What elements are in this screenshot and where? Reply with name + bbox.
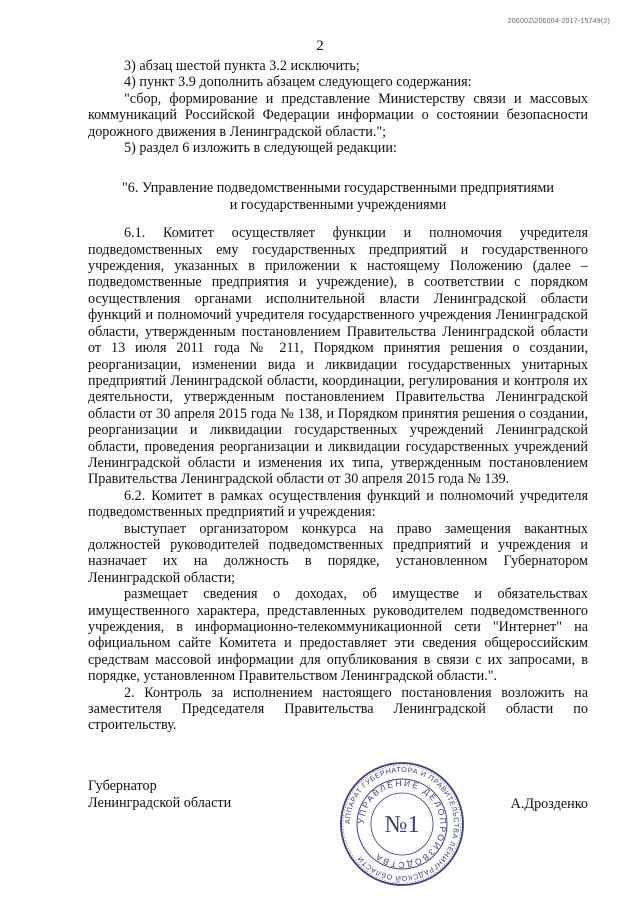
seal-number: №1 [384, 812, 420, 838]
seal-outer-text: АППАРАТ ГУБЕРНАТОРА И ПРАВИТЕЛЬСТВА ЛЕНИНГРАДСКОЙ ОБЛАСТИ [342, 764, 462, 884]
amendment-quote: "сбор, формирование и представление Министерству связи и массовых коммуникаций Российской Федерации информации о состоянии безопасности дорожного движения в Ленинградской области."; [88, 90, 588, 140]
signatory-position [88, 778, 231, 812]
paragraph-6-2: 6.2. Комитет в рамках осуществления функций и полномочий учредителя подведомственных предприятий и учреждения: [88, 487, 588, 521]
official-seal-stamp [338, 760, 466, 888]
paragraph-6-1: 6.1. Комитет осуществляет функции и полномочия учредителя подведомственных ему государственных предприятий и государственного учреждения, указанных в приложении к настоящему Положению (далее – подведомственные предприятия и учреждение), в соответствии с порядком осуществления органами исполнительной власти Ленинградской области функций и полномочий учредителя государственного учреждения Ленинградской области, утвержденным постановлением Правительства Ленинградской области от 13 июля 2011 года № 211, Порядком принятия решения о создании, реорганизации, изменении вида и ликвидации государственных унитарных предприятий Ленинградской области, координации, регулирования и контроля их деятельности, утвержденным постановлением Правительства Ленинградской области от 30 апреля 2015 года № 138, и Порядком принятия решения о создании, реорганизации и ликвидации государственных учреждений Ленинградской области, проведения реорганизации и ликвидации государственных учреждений Ленинградской области и изменения их типа, утвержденным постановлением Правительства Ленинградской области от 30 апреля 2015 года № 139. [88, 225, 588, 488]
amendment-item-5: 5) раздел 6 изложить в следующей редакции: [124, 140, 397, 157]
signatory-position-line-2: Ленинградской области [88, 795, 232, 811]
amendment-item-3: 3) абзац шестой пункта 3.2 исключить; [124, 58, 360, 74]
paragraph-2-control: 2. Контроль за исполнением настоящего постановления возложить на заместителя Председателя Правительства Ленинградской области по строительству. [88, 684, 588, 734]
page-number: 2 [316, 38, 324, 54]
section-heading-line-2: и государственными учреждениями [229, 196, 447, 213]
document-reference-code: 206002\206004-2017-15749(2) [507, 18, 610, 25]
amendment-item-4: 4) пункт 3.9 дополнить абзацем следующего содержания: [124, 74, 472, 91]
signatory-position-line-1: Губернатор [88, 778, 157, 794]
seal-inner-text: УПРАВЛЕНИЕ ДЕЛОПРОИЗВОДСТВА [355, 777, 449, 871]
section-heading-line-1: "6. Управление подведомственными государственными предприятиями [122, 180, 554, 197]
document-body [88, 58, 588, 734]
section-heading [88, 180, 588, 213]
signatory-name: А.Дрозденко [510, 796, 588, 812]
paragraph-6-2-b: размещает сведения о доходах, об имуществе и обязательствах имущественного характера, представленных руководителем подведомственного учреждения, в информационно-телекоммуникационной сети "Интернет" на официальном сайте Комитета и предоставляет эти сведения общероссийским средствам массовой информации для опубликования в связи с их запросами, в порядке, установленном Правительством Ленинградской области.". [88, 586, 588, 685]
paragraph-6-2-a: выступает организатором конкурса на право замещения вакантных должностей руководителей подведомственных предприятий и учреждения и назначает их на должность в порядке, установленном Губернатором Ленинградской области; [88, 520, 588, 586]
